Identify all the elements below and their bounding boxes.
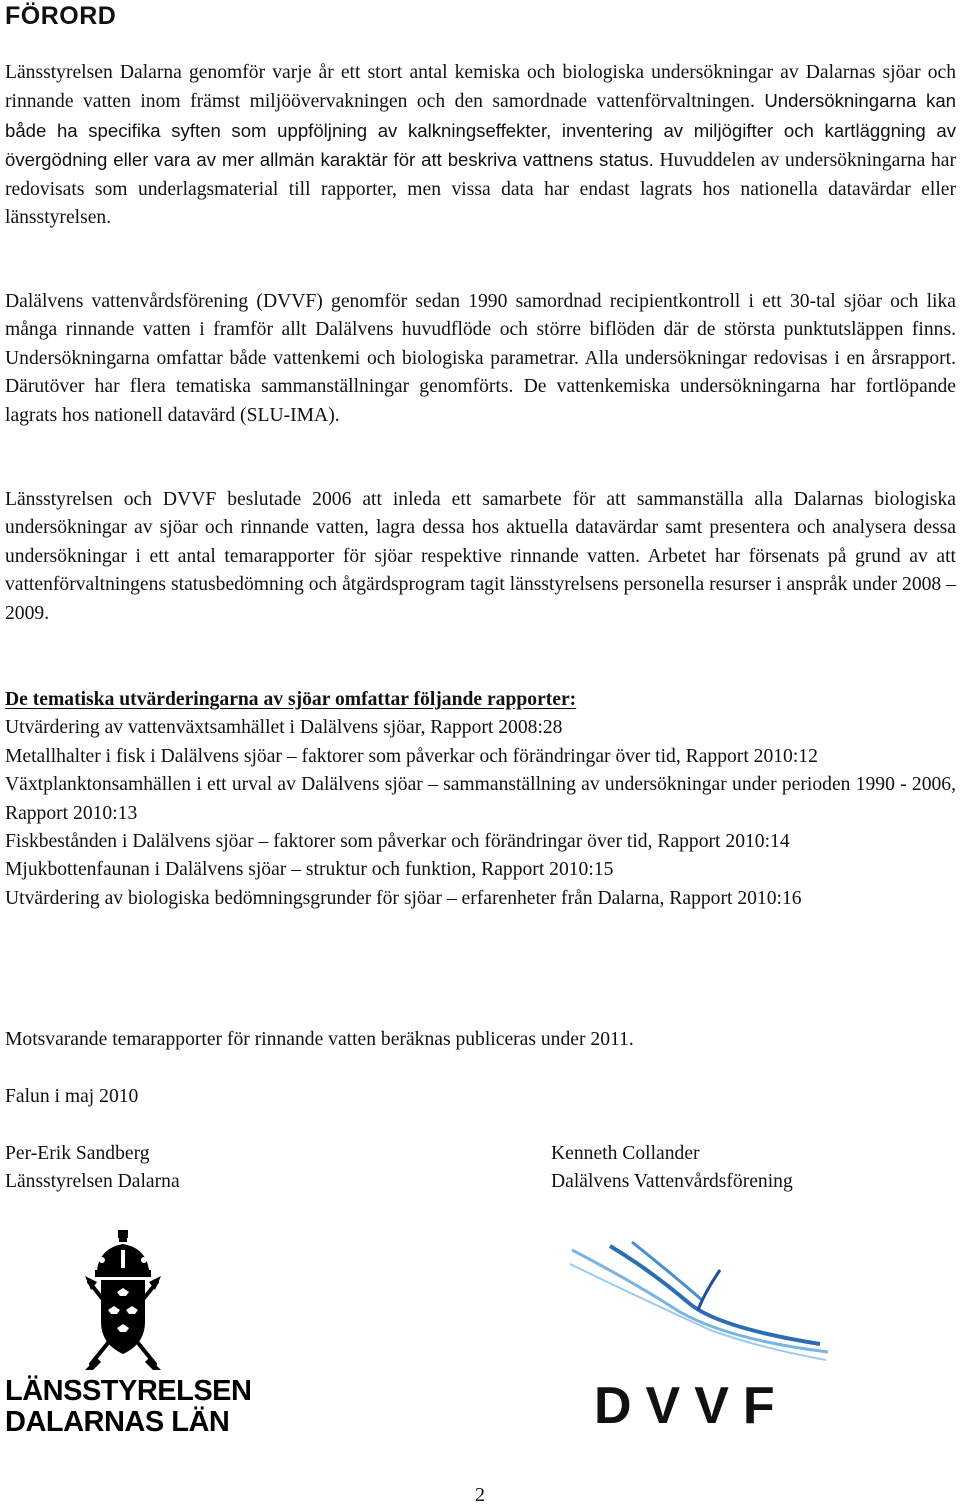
report-item-2: Metallhalter i fisk i Dalälvens sjöar – faktorer som påverkar och förändringar över tid, Rapport 2010:12 [5, 745, 818, 767]
signer-name-right: Kenneth Collander [551, 1143, 700, 1164]
report-item-1: Utvärdering av vattenväxtsamhället i Dalälvens sjöar, Rapport 2008:28 [5, 717, 563, 739]
page-number: 2 [475, 1484, 485, 1506]
closing-sentence: Motsvarande temarapporter för rinnande vatten beräknas publiceras under 2011. [5, 1029, 634, 1050]
dvvf-logo [570, 1240, 830, 1435]
paragraph-intro-part1: Länsstyrelsen Dalarna genomför varje år ett stort antal kemiska och biologiska undersökningar av Dalarnas sjöar och rinnande vatten inom främst miljöövervakningen och den samordnade vattenförvaltningen. [5, 62, 956, 113]
lansstyrelsen-logo [5, 1230, 252, 1438]
report-list-section [5, 686, 956, 913]
report-item-6: Utvärdering av biologiska bedömningsgrunder för sjöar – erfarenheter från Dalarna, Rapport 2010:16 [5, 887, 802, 909]
report-item-3: Växtplanktonsamhällen i ett urval av Dalälvens sjöar – sammanställning av undersökningar under perioden 1990 - 2006, Rapport 2010:13 [5, 774, 956, 824]
paragraph-dvvf: Dalälvens vattenvårdsförening (DVVF) genomför sedan 1990 samordnad recipientkontroll i ett 30-tal sjöar och lika många rinnande vatten i framför allt Dalälvens huvudflöde och större biflöden där de största punktutsläppen finns. Undersökningarna omfattar både vattenkemi och biologiska parametrar. Alla undersökningar redovisas i en årsrapport. Därutöver har flera tematiska sammanställningar genomförts. De vattenkemiska undersökningarna har fortlöpande lagrats hos nationell datavärd (SLU-IMA). [5, 291, 956, 426]
report-item-4: Fiskbestånden i Dalälvens sjöar – faktorer som påverkar och förändringar över tid, Rapport 2010:14 [5, 831, 790, 853]
lansstyrelsen-logo-line2: DALARNAS LÄN [5, 1406, 230, 1438]
paragraph-intro-part3: Huvuddelen av undersökningarna har redovisats som underlagsmaterial till rapporter, men vissa data har endast lagrats hos nationella datavärdar eller länsstyrelsen. [5, 150, 956, 229]
signature-left [5, 1140, 180, 1197]
signer-org-right: Dalälvens Vattenvårdsförening [551, 1171, 793, 1193]
signer-name-left: Per-Erik Sandberg [5, 1143, 150, 1164]
signature-right [551, 1140, 793, 1197]
report-item-5: Mjukbottenfaunan i Dalälvens sjöar – struktur och funktion, Rapport 2010:15 [5, 859, 614, 881]
paragraph-collaboration: Länsstyrelsen och DVVF beslutade 2006 att inleda ett samarbete för att sammanställa alla Dalarnas biologiska undersökningar av sjöar och rinnande vatten, lagra dessa hos aktuella datavärdar samt presentera och analysera dessa undersökningar i ett antal temarapporter för sjöar respektive rinnande vatten. Arbetet har försenats på grund av att vattenförvaltningens statusbedömning och åtgärdsprogram tagit länsstyrelsens personella resurser i anspråk under 2008 – 2009. [5, 489, 956, 624]
coat-of-arms-icon [5, 1230, 245, 1370]
report-list-heading: De tematiska utvärderingarna av sjöar omfattar följande rapporter: [5, 689, 577, 710]
dvvf-logo-text: DVVF [594, 1377, 789, 1435]
paragraph-intro [5, 59, 956, 232]
river-lines-icon [570, 1240, 830, 1370]
page-title: FÖRORD [5, 2, 117, 30]
place-date: Falun i maj 2010 [5, 1086, 139, 1107]
signer-org-left: Länsstyrelsen Dalarna [5, 1171, 180, 1193]
lansstyrelsen-logo-line1: LÄNSSTYRELSEN [5, 1375, 252, 1407]
paragraph-intro-part2: Undersökningarna kan både ha specifika syften som uppföljning av kalkningseffekter, inventering av miljögifter och kartläggning av övergödning eller vara av mer allmän karaktär för att beskriva vattnens status. [5, 90, 957, 171]
